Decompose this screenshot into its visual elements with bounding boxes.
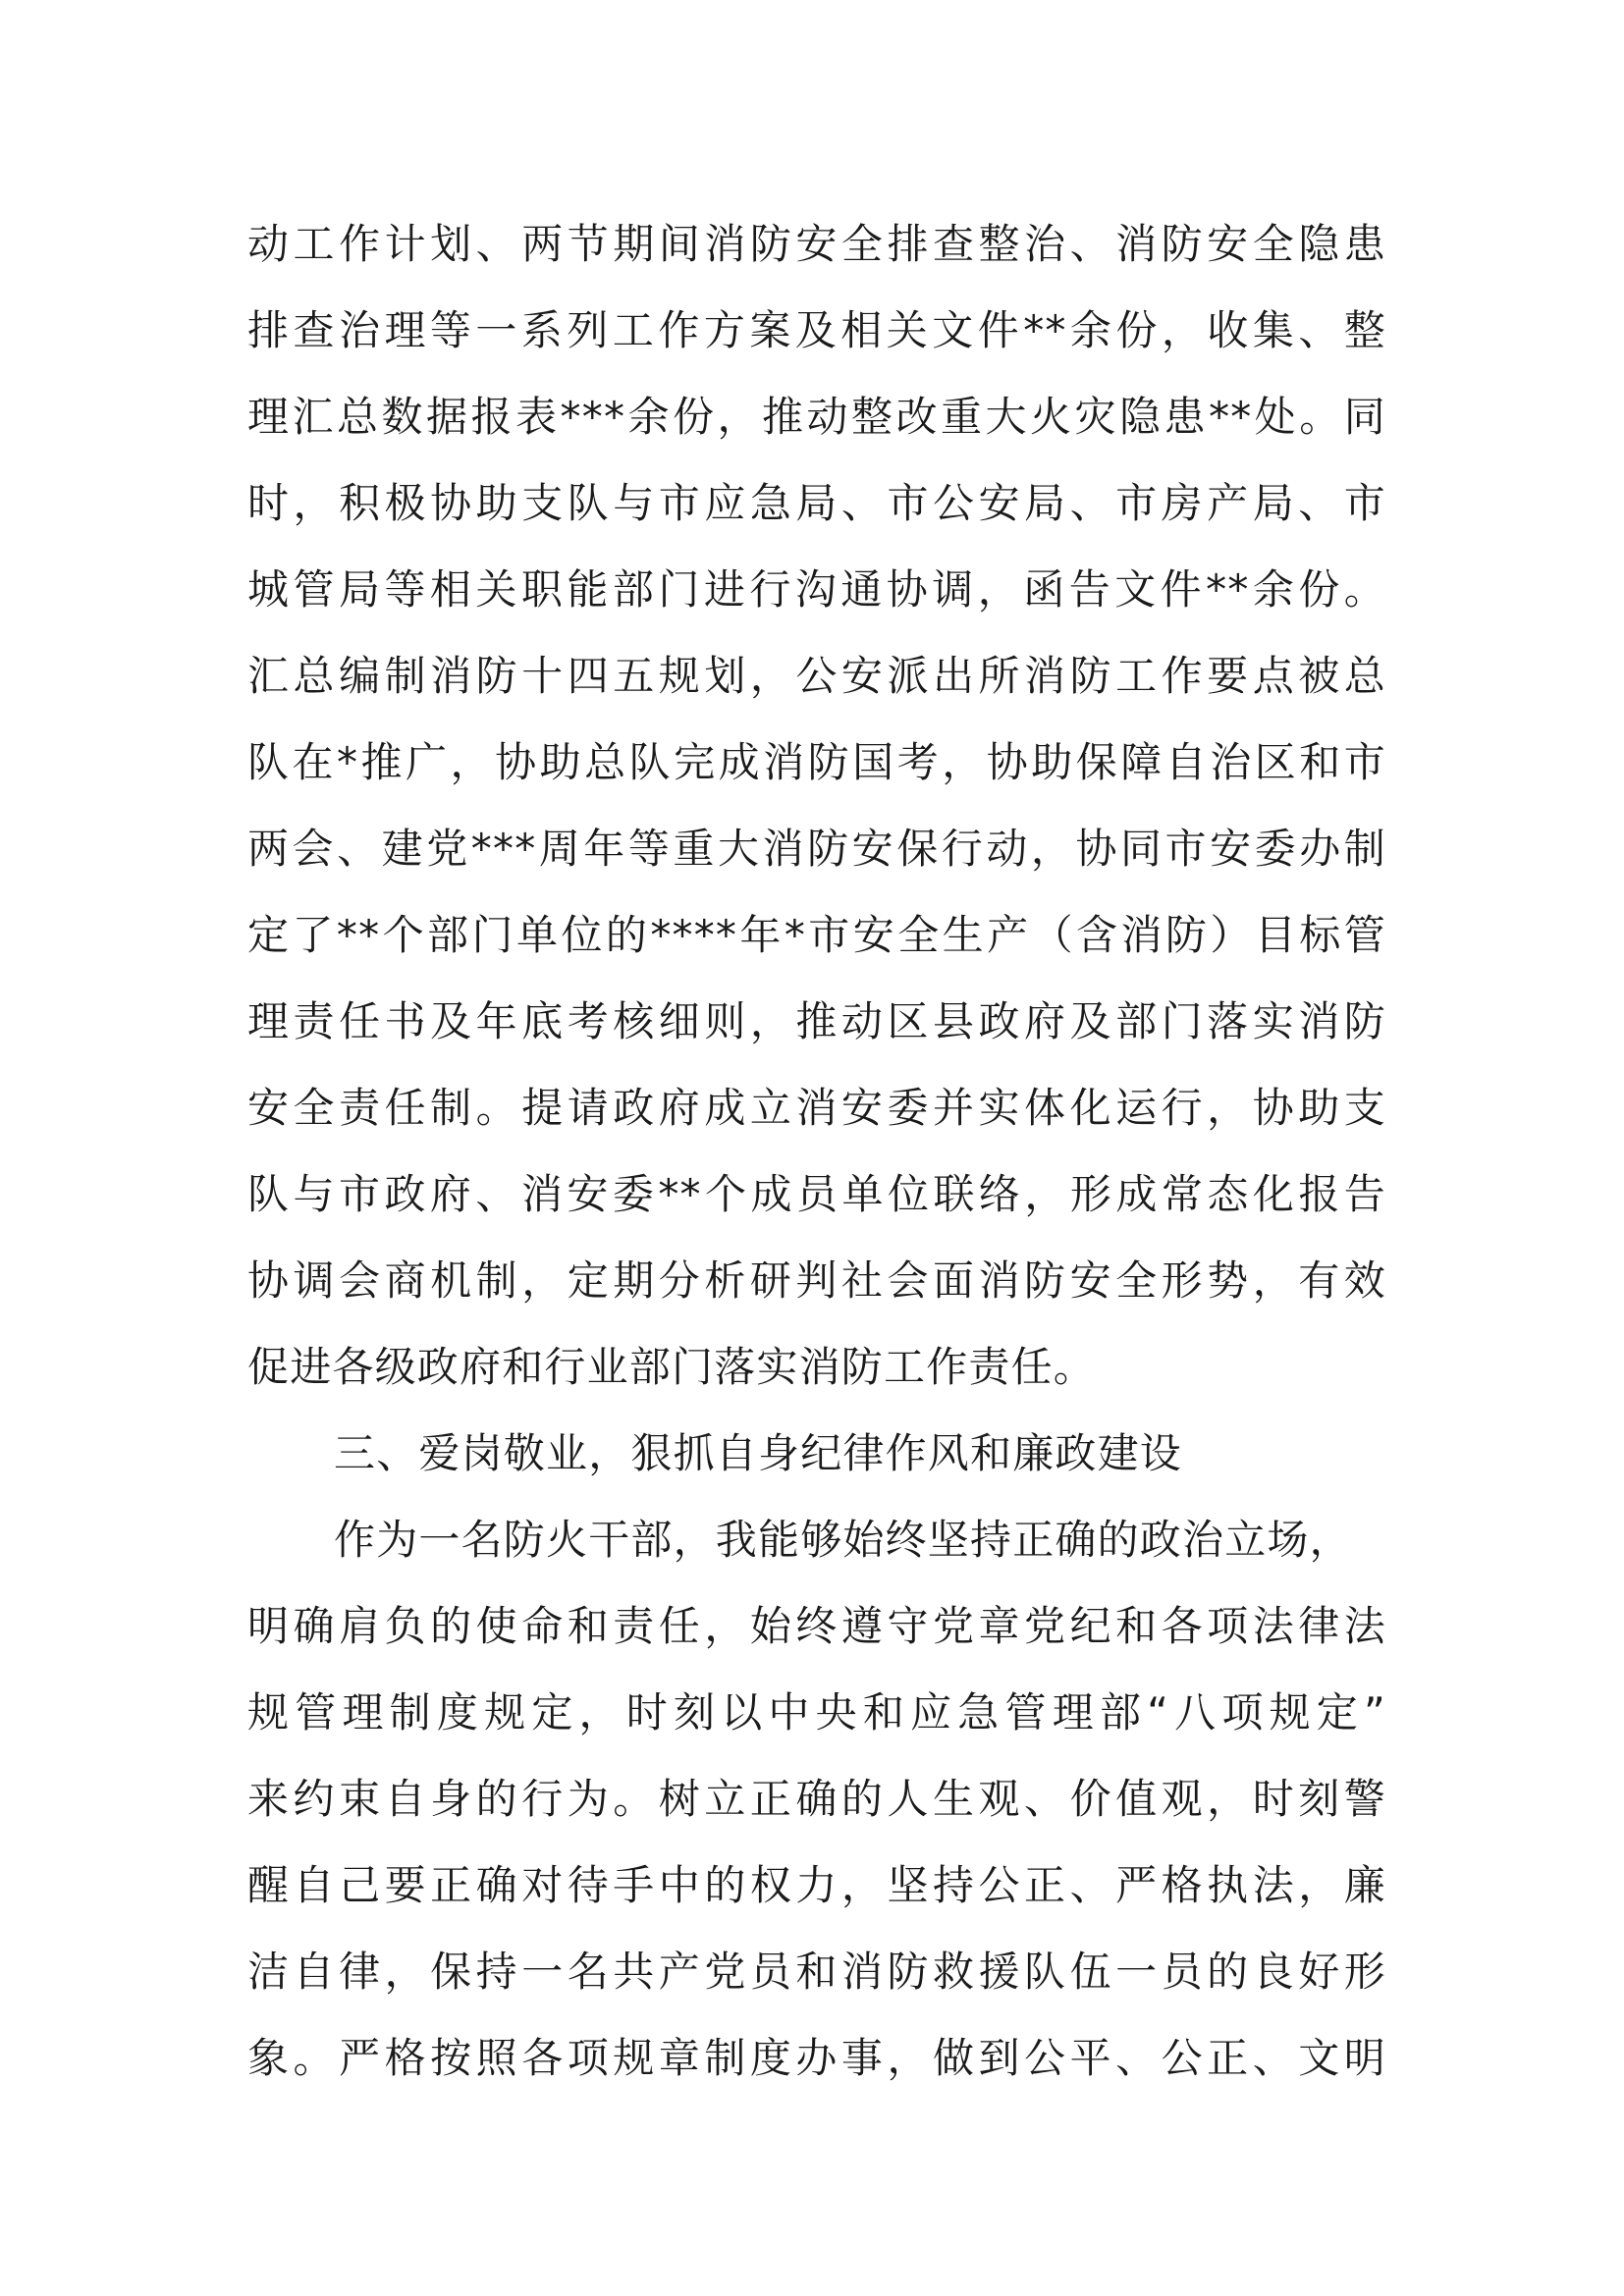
text-line: 规管理制度规定，时刻以中央和应急管理部“八项规定”	[247, 1688, 1386, 1736]
text-line: 来约束自身的行为。树立正确的人生观、价值观，时刻警	[247, 1775, 1386, 1823]
text-line: 明确肩负的使命和责任，始终遵守党章党纪和各项法律法	[247, 1602, 1386, 1650]
text-line: 城管局等相关职能部门进行沟通协调，函告文件**余份。	[247, 565, 1386, 614]
text-line: 汇总编制消防十四五规划，公安派出所消防工作要点被总	[247, 652, 1386, 700]
text-line: 象。严格按照各项规章制度办事，做到公平、公正、文明	[247, 2034, 1386, 2082]
text-line: 队与市政府、消安委**个成员单位联络，形成常态化报告	[247, 1170, 1386, 1218]
text-line: 定了**个部门单位的****年*市安全生产（含消防）目标管	[247, 911, 1386, 959]
text-line: 队在*推广，协助总队完成消防国考，协助保障自治区和市	[247, 738, 1386, 786]
text-line: 安全责任制。提请政府成立消安委并实体化运行，协助支	[247, 1084, 1386, 1132]
text-line: 两会、建党***周年等重大消防安保行动，协同市安委办制	[247, 825, 1386, 873]
text-line: 协调会商机制，定期分析研判社会面消防安全形势，有效	[247, 1256, 1386, 1305]
text-line: 理汇总数据报表***余份，推动整改重大火灾隐患**处。同	[247, 393, 1386, 441]
paragraph-first-line: 作为一名防火干部，我能够始终坚持正确的政治立场，	[334, 1516, 1352, 1564]
text-line: 排查治理等一系列工作方案及相关文件**余份，收集、整	[247, 306, 1386, 354]
text-line: 醒自己要正确对待手中的权力，坚持公正、严格执法，廉	[247, 1861, 1386, 1909]
text-line: 时，积极协助支队与市应急局、市公安局、市房产局、市	[247, 479, 1386, 527]
text-line: 理责任书及年底考核细则，推动区县政府及部门落实消防	[247, 997, 1386, 1045]
section-heading: 三、爱岗敬业，狠抓自身纪律作风和廉政建设	[334, 1429, 1183, 1477]
document-body	[247, 201, 1386, 2102]
text-line: 洁自律，保持一名共产党员和消防救援队伍一员的良好形	[247, 1948, 1386, 1996]
text-line: 动工作计划、两节期间消防安全排查整治、消防安全隐患	[247, 220, 1386, 268]
text-line: 促进各级政府和行业部门落实消防工作责任。	[247, 1343, 1097, 1391]
